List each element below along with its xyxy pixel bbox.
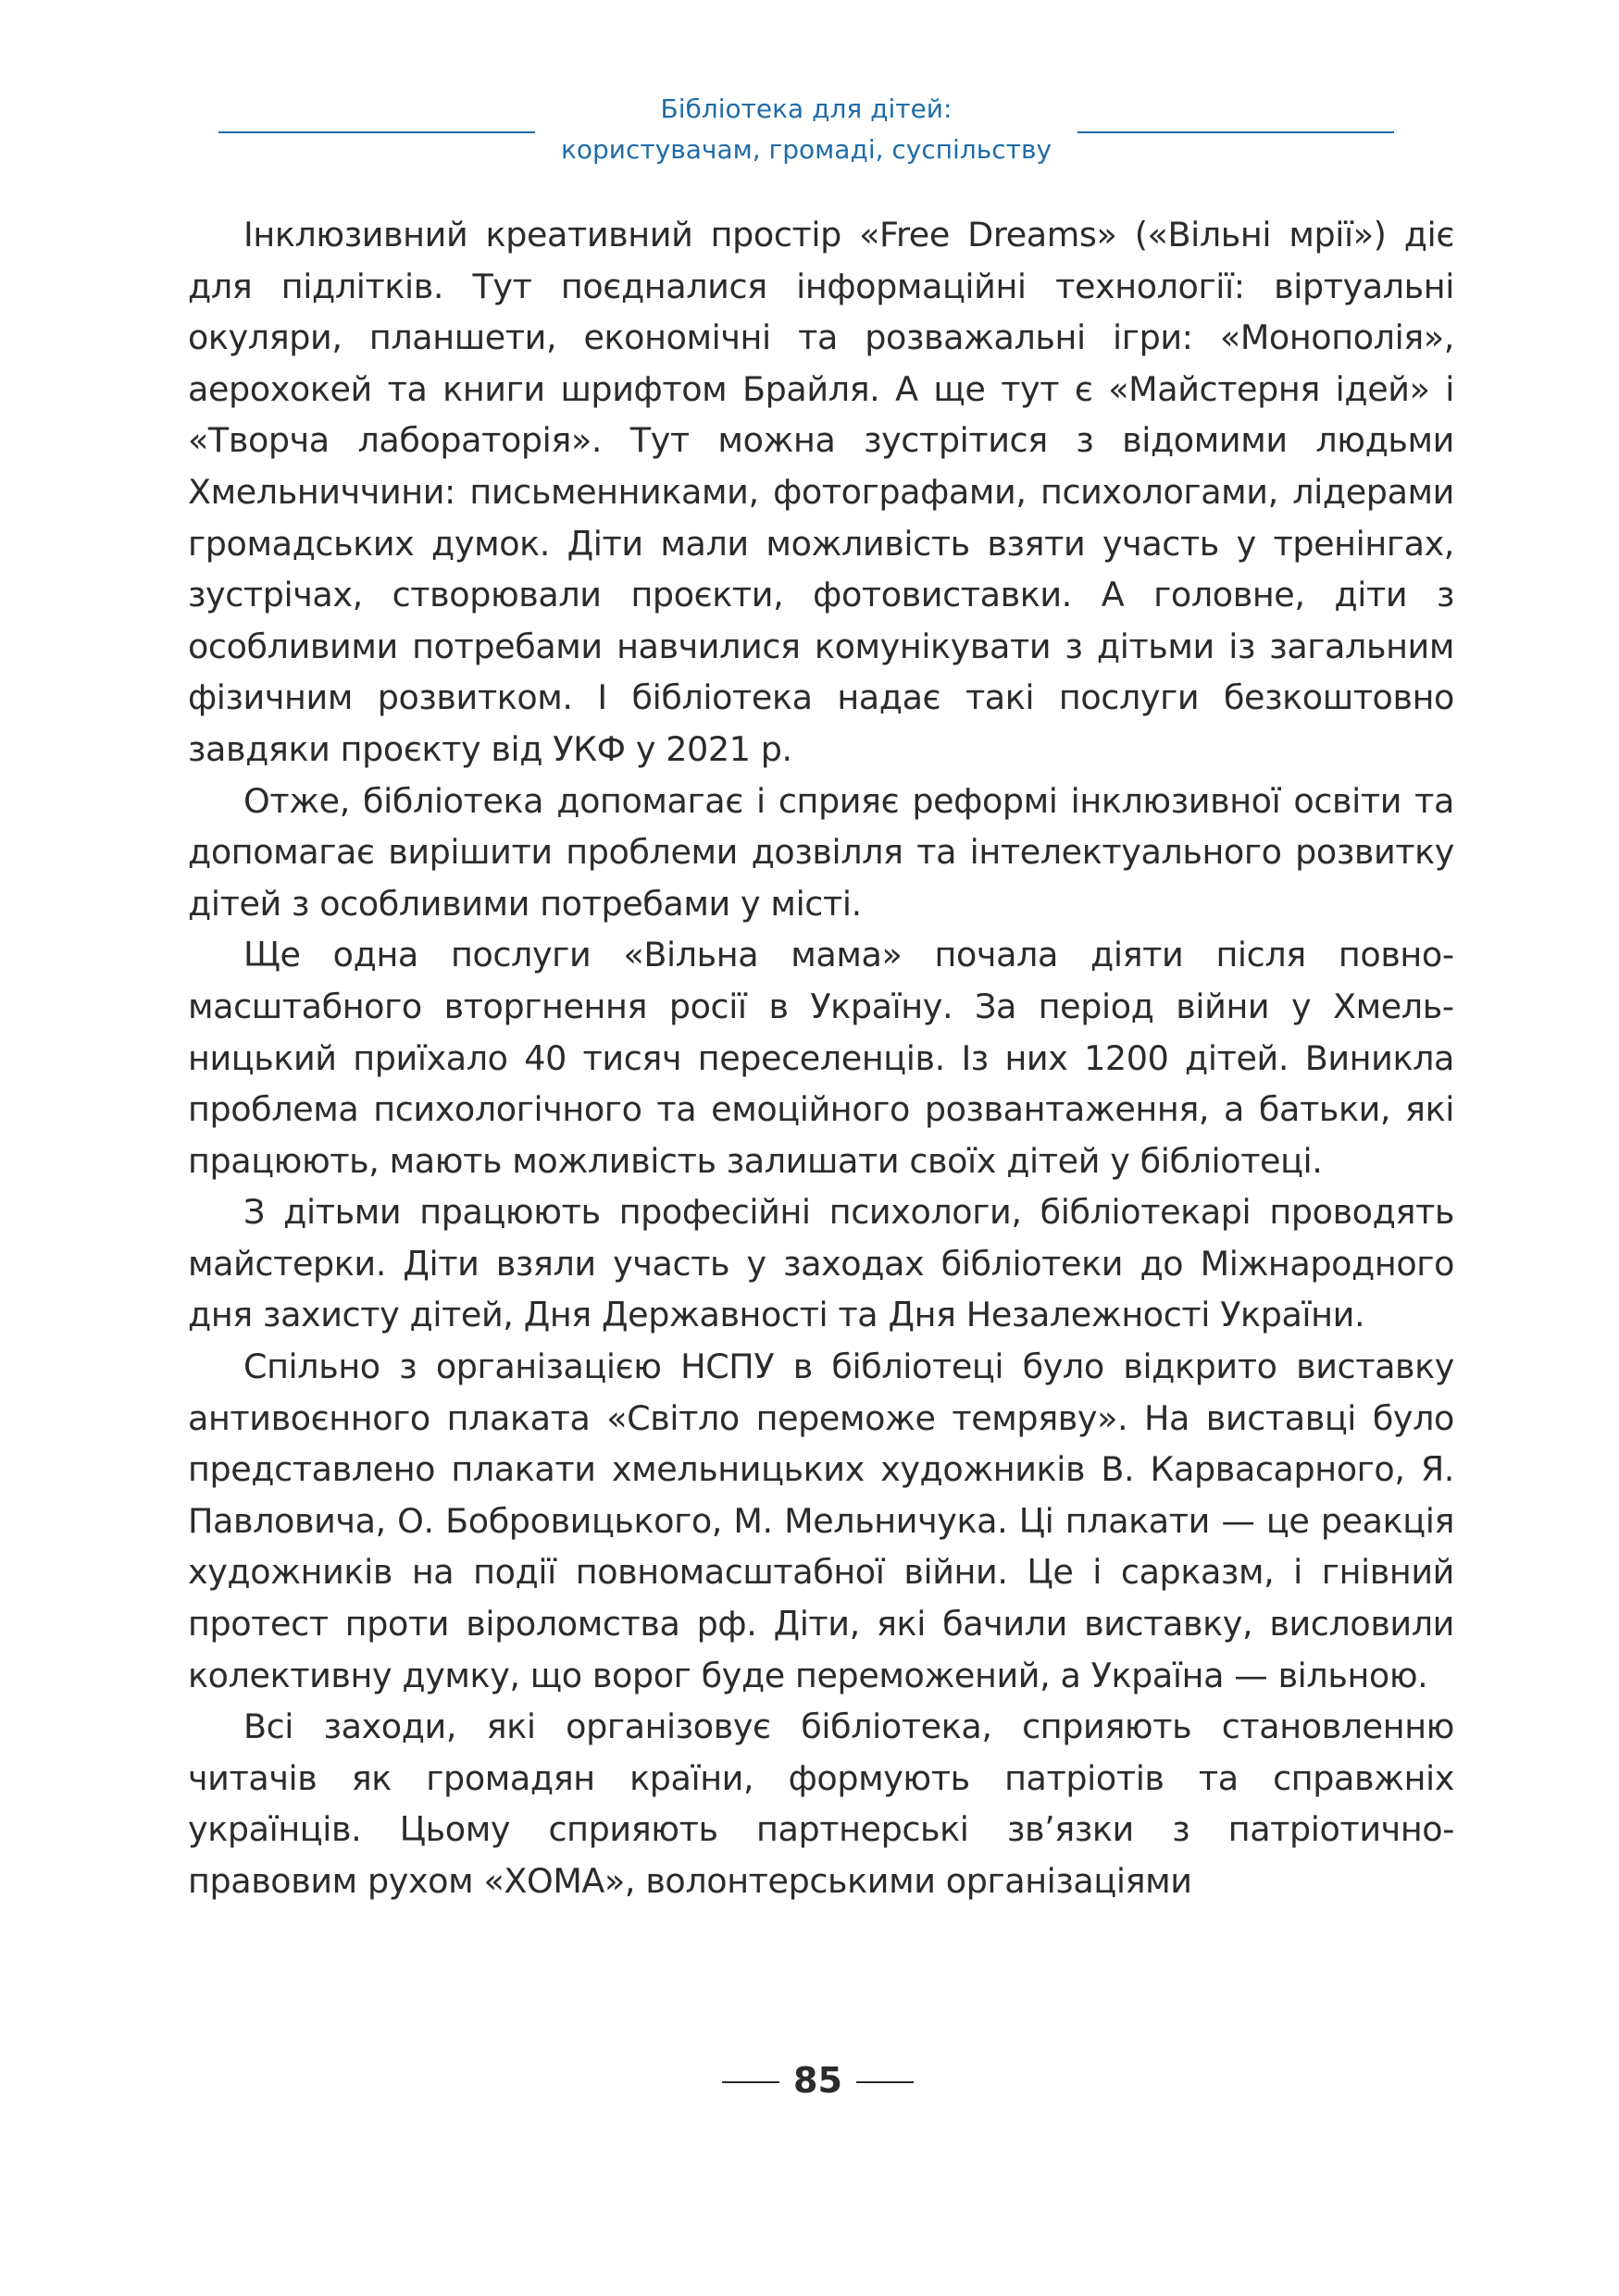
paragraph-4: З дітьми працюють професійні психологи, бібліотекарі проводять майстерки. Діти взяли участь у заходах бібліотеки до Міжнародного дня захисту дітей, Дня Державності та Дня Незалежності України. [188, 1192, 1454, 1335]
footer-rule-left [722, 2081, 779, 2083]
header-title-line-1: Бібліотека для дітей: [660, 93, 953, 124]
page-number: 85 [793, 2060, 842, 2101]
page-footer [0, 2053, 1619, 2108]
header-title [518, 89, 1094, 170]
running-header [0, 89, 1619, 178]
paragraph-2: Отже, бібліотека допомагає і сприяє реформі інклюзивної освіти та допомагає вирішити проблеми дозвілля та інтелектуального розвитку дітей з особливими потребами у місті. [188, 780, 1454, 924]
header-title-line-2: користувачам, громаді, суспільству [560, 134, 1052, 165]
paragraph-5: Спільно з організацією НСПУ в бібліотеці було відкрито виставку антивоєнного плаката «Світло переможе темряву». На виставці було представлено плакати хмельницьких художників В. Карвасарного, Я. Павловича, О. Бобровицького, М. Мельничука. Ці плакати — це реакція художників на події повномасштабної війни. Це і сарказм, і гнівний протест проти віроломства рф. Діти, які бачили виставку, висловили колективну думку, що ворог буде переможений, а Україна — вільною. [188, 1347, 1454, 1695]
footer-rule-right [856, 2081, 914, 2083]
body-text [188, 209, 1454, 1907]
paragraph-3: Ще одна послуги «Вільна мама» почала діяти після повномасштабного вторгнення росії в Україну. За період війни у Хмельницький приїхало 40 тисяч переселенців. Із них 1200 дітей. Виникла проблема психологічного та емоційного розвантаження, а батьки, які працюють, мають можливість залишати своїх дітей у бібліотеці. [188, 935, 1454, 1181]
header-rule-left [218, 131, 535, 133]
paragraph-1: Інклюзивний креативний простір «Free Dreams» («Вільні мрії») діє для підлітків. Тут поєдналися інформаційні технології: віртуальні окуляри, планшети, економічні та розважальні ігри: «Монополія», аерохокей та книги шрифтом Брайля. А ще тут є «Майстерня ідей» і «Творча лабораторія». Тут можна зустрітися з відомими людьми Хмельниччини: письменниками, фотографами, психологами, лідерами громадських думок. Діти мали можливість взяти участь у тренінгах, зустрічах, створювали проєкти, фотовиставки. А головне, діти з особливими потребами навчилися комунікувати з дітьми із загальним фізичним розвитком. І бібліотека надає такі послуги безкоштовно завдяки проєкту від УКФ у 2021 р. [188, 215, 1454, 769]
header-rule-right [1077, 131, 1394, 133]
paragraph-6: Всі заходи, які організовує бібліотека, сприяють становленню читачів як громадян країни, формують патріотів та справжніх українців. Цьому сприяють партнерські зв’язки з патріотично-правовим рухом «ХОМА», волонтерськими організаціями [188, 1706, 1454, 1901]
